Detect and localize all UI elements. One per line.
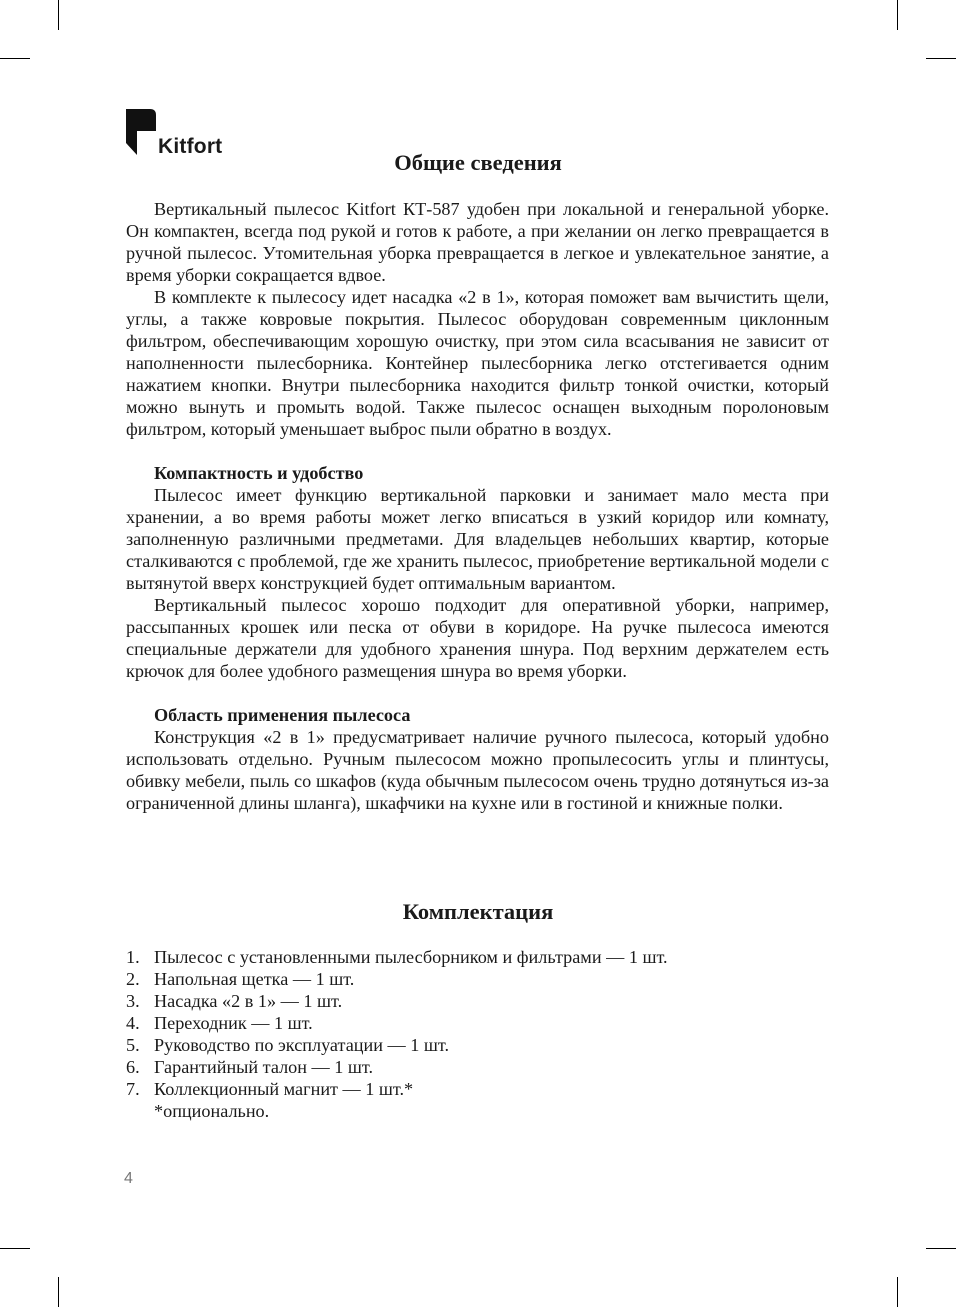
list-text: Гарантийный талон — 1 шт. xyxy=(154,1057,374,1077)
list-number: 5. xyxy=(126,1035,140,1055)
subheading-usage: Область применения пылесоса xyxy=(154,705,411,725)
list-number: 3. xyxy=(126,991,140,1011)
compact-section xyxy=(126,462,829,682)
paragraph: Вертикальный пылесос хорошо подходит для оперативной уборки, например, рассыпанных крошек или песка от обуви в коридоре. На ручке пылесоса имеются специальные держатели для удобного хранения шнура. Под верхним держателем есть крючок для более удобного размещения шнура во время уборки. xyxy=(126,595,829,681)
list-item xyxy=(126,1078,829,1100)
list-item xyxy=(126,1034,829,1056)
contents-list-block xyxy=(126,946,829,1122)
list-text: Напольная щетка — 1 шт. xyxy=(154,969,355,989)
crop-mark xyxy=(58,0,59,30)
list-number: 6. xyxy=(126,1057,140,1077)
list-item xyxy=(126,990,829,1012)
crop-mark xyxy=(0,58,30,59)
list-text: Руководство по эксплуатации — 1 шт. xyxy=(154,1035,450,1055)
list-number: 1. xyxy=(126,947,140,967)
usage-section xyxy=(126,704,829,814)
list-number: 2. xyxy=(126,969,140,989)
list-text: Коллекционный магнит — 1 шт.* xyxy=(154,1079,414,1099)
list-item xyxy=(126,1056,829,1078)
footnote: *опционально. xyxy=(154,1101,270,1121)
crop-mark xyxy=(926,58,956,59)
section-title-contents: Комплектация xyxy=(402,899,554,924)
list-text: Переходник — 1 шт. xyxy=(154,1013,313,1033)
page-number: 4 xyxy=(124,1170,133,1187)
list-text: Насадка «2 в 1» — 1 шт. xyxy=(154,991,343,1011)
crop-mark xyxy=(58,1277,59,1307)
list-item xyxy=(126,946,829,968)
crop-mark xyxy=(897,1277,898,1307)
list-item xyxy=(126,1012,829,1034)
crop-mark xyxy=(926,1248,956,1249)
contents-list xyxy=(126,946,829,1100)
section-title-general: Общие сведения xyxy=(394,150,562,175)
list-text: Пылесос с установленными пылесборником и фильтрами — 1 шт. xyxy=(154,947,668,967)
subheading-compact: Компактность и удобство xyxy=(154,463,364,483)
crop-mark xyxy=(0,1248,30,1249)
list-item xyxy=(126,968,829,990)
list-number: 7. xyxy=(126,1079,140,1099)
list-number: 4. xyxy=(126,1013,140,1033)
paragraph: Вертикальный пылесос Kitfort КТ-587 удобен при локальной и генеральной уборке. Он компактен, всегда под рукой и готов к работе, а при желании он легко превращается в ручной пылесос. Утомительная уборка превращается в легкое и увлекательное занятие, а время уборки сокращается вдвое. xyxy=(126,199,829,285)
paragraph: Конструкция «2 в 1» предусматривает наличие ручного пылесоса, который удобно использовать отдельно. Ручным пылесосом можно пропылесосить углы и плинтусы, обивку мебели, пыль со шкафов (куда обычным пылесосом очень трудно дотянуться из-за ограниченной длины шланга), шкафчики на кухне или в гостиной и книжные полки. xyxy=(126,727,829,813)
general-info-text xyxy=(126,198,829,440)
paragraph: В комплекте к пылесосу идет насадка «2 в 1», которая поможет вам вычистить щели, углы, а также ковровые покрытия. Пылесос оборудован современным циклонным фильтром, обеспечивающим хорошую очистку, при этом сила всасывания не зависит от наполненности пылесборника. Контейнер пылесборника легко отстегивается одним нажатием кнопки. Внутри пылесборника находится фильтр тонкой очистки, который можно вынуть и промыть водой. Также пылесос оснащен выходным поролоновым фильтром, который уменьшает выброс пыли обратно в воздух. xyxy=(126,287,829,439)
paragraph: Пылесос имеет функцию вертикальной парковки и занимает мало места при хранении, а во время работы может легко вписаться в узкий коридор или комнату, заполненную различными предметами. Для владельцев небольших квартир, которые сталкиваются с проблемой, где же хранить пылесос, приобретение вертикальной модели с вытянутой вверх конструкцией будет оптимальным вариантом. xyxy=(126,485,829,593)
crop-mark xyxy=(897,0,898,30)
brand-name: Kitfort xyxy=(158,135,223,158)
